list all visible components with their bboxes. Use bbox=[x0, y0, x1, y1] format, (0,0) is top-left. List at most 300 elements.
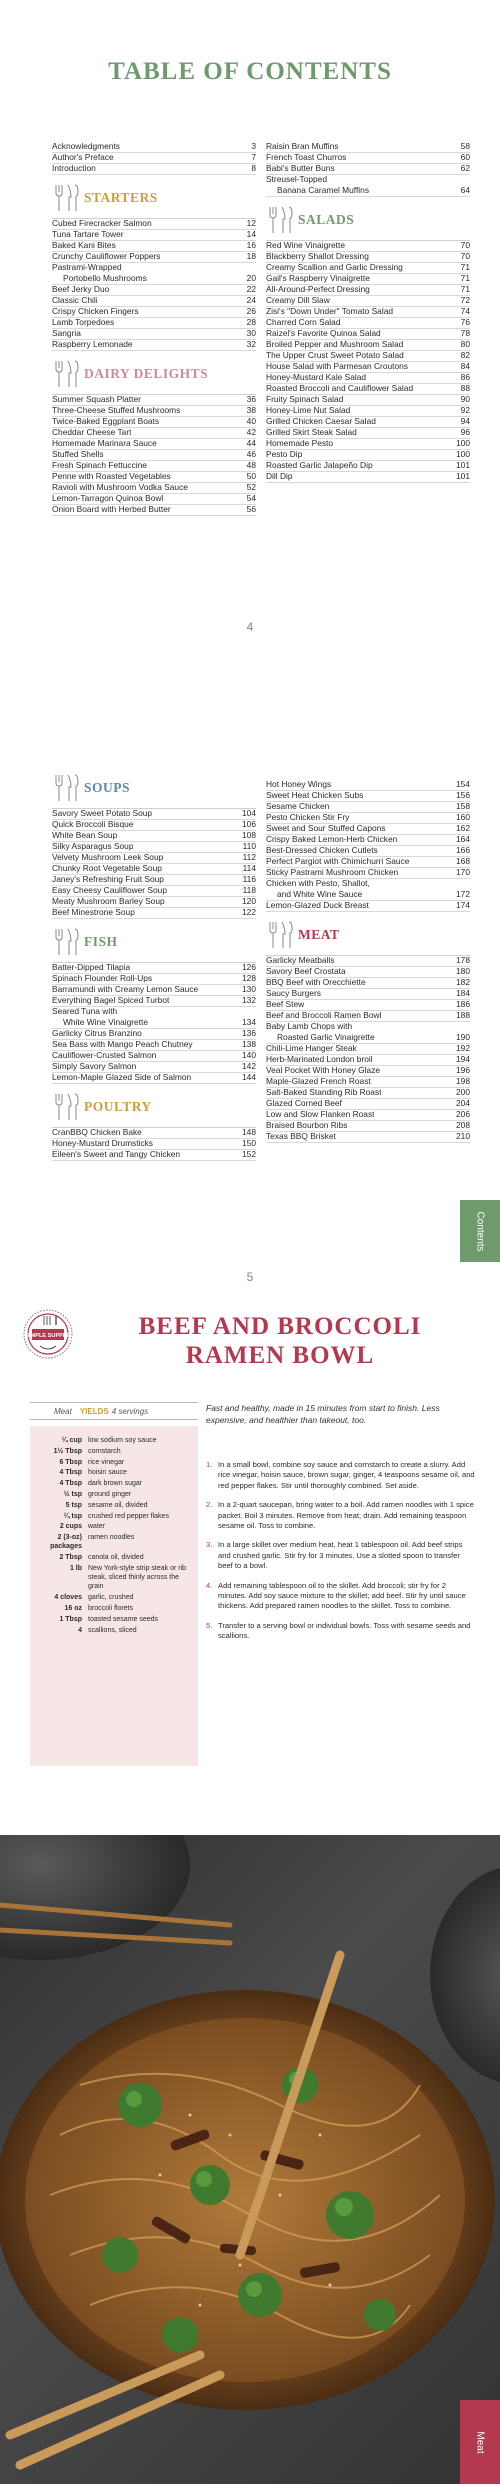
toc-entry-title: Zisi's "Down Under" Tomato Salad bbox=[266, 306, 394, 316]
toc-entry-title: Fruity Spinach Salad bbox=[266, 394, 344, 404]
toc-entry-page: 36 bbox=[246, 394, 256, 404]
toc-entry-title: Hot Honey Wings bbox=[266, 779, 332, 789]
cutlery-icon bbox=[52, 183, 80, 213]
toc-entry-page: 16 bbox=[246, 240, 256, 250]
toc-entry-title: Garlicky Citrus Branzino bbox=[52, 1028, 142, 1038]
ingredient-quantity: 4 Tbsp bbox=[59, 1469, 82, 1477]
ingredient-row bbox=[36, 1447, 192, 1456]
toc-entry-page: 74 bbox=[460, 306, 470, 316]
toc-entry-title: Penne with Roasted Vegetables bbox=[52, 471, 171, 481]
recipe-steps bbox=[206, 1460, 476, 1651]
toc-entry-page: 110 bbox=[242, 841, 256, 851]
ingredient-description: rice vinegar bbox=[88, 1458, 125, 1466]
toc-entry-page: 134 bbox=[242, 1017, 256, 1027]
toc-entry-page: 46 bbox=[246, 449, 256, 459]
toc-entry-page: 3 bbox=[251, 141, 256, 151]
ingredient-row bbox=[36, 1512, 192, 1521]
toc-entry[interactable] bbox=[52, 1073, 256, 1084]
toc-entry-page: 28 bbox=[246, 317, 256, 327]
toc-entry-title: Red Wine Vinaigrette bbox=[266, 240, 345, 250]
toc-entry-page: 158 bbox=[456, 801, 470, 811]
toc-entry[interactable] bbox=[52, 340, 256, 351]
toc-list bbox=[52, 963, 256, 1084]
ingredient-description: sesame oil, divided bbox=[88, 1501, 148, 1509]
toc-entry-page: 56 bbox=[246, 504, 256, 514]
ingredient-description: garlic, crushed bbox=[88, 1594, 134, 1602]
toc-entry-title: Crispy Chicken Fingers bbox=[52, 306, 139, 316]
recipe-title bbox=[80, 1312, 480, 1370]
toc-entry-title: French Toast Churros bbox=[266, 152, 347, 162]
ingredient-row bbox=[36, 1615, 192, 1624]
toc-entry-title: Grilled Chicken Caesar Salad bbox=[266, 416, 376, 426]
recipe-title-line-2: RAMEN BOWL bbox=[185, 1342, 375, 1369]
section-meat bbox=[266, 914, 470, 956]
toc-entry-title: Best-Dressed Chicken Cutlets bbox=[266, 845, 378, 855]
toc-entry-page: 196 bbox=[456, 1065, 470, 1075]
toc-entry-page: 122 bbox=[242, 907, 256, 917]
toc-entry-page: 172 bbox=[456, 889, 470, 899]
toc-entry-page: 142 bbox=[242, 1061, 256, 1071]
ingredient-description: ground ginger bbox=[88, 1490, 132, 1498]
toc-entry-title: Sea Bass with Mango Peach Chutney bbox=[52, 1039, 193, 1049]
toc-entry-page: 198 bbox=[456, 1076, 470, 1086]
cutlery-icon bbox=[266, 920, 294, 950]
recipe-step bbox=[206, 1621, 476, 1642]
toc-list bbox=[266, 780, 470, 912]
toc-entry-title: Chicken with Pesto, Shallot, and White Wine Sauce bbox=[266, 878, 370, 899]
toc-entry-title: Chunky Root Vegetable Soup bbox=[52, 863, 162, 873]
toc-entry-page: 174 bbox=[456, 900, 470, 910]
recipe-title-line-1: BEEF AND BROCCOLI bbox=[138, 1313, 422, 1340]
toc-entry-page: 130 bbox=[242, 984, 256, 994]
toc-entry-page: 71 bbox=[460, 273, 470, 283]
toc-entry-page: 178 bbox=[456, 955, 470, 965]
toc-entry-title: Summer Squash Platter bbox=[52, 394, 141, 404]
section-label: POULTRY bbox=[84, 1098, 152, 1114]
ingredient-row bbox=[36, 1522, 192, 1531]
toc-entry-page: 82 bbox=[460, 350, 470, 360]
toc-entry-page: 104 bbox=[242, 808, 256, 818]
step-number: 5. bbox=[206, 1620, 213, 1630]
toc-entry-title: Sticky Pastrami Mushroom Chicken bbox=[266, 867, 399, 877]
toc-entry-page: 7 bbox=[251, 152, 256, 162]
recipe-step bbox=[206, 1581, 476, 1612]
toc-page-2 bbox=[0, 730, 500, 1290]
logo-text: SIMPLE SUPPER bbox=[25, 1333, 71, 1339]
toc-entry-page: 182 bbox=[456, 977, 470, 987]
right-bowl bbox=[430, 1865, 500, 2085]
toc2-right-column bbox=[266, 780, 470, 1143]
toc-entry[interactable] bbox=[266, 1132, 470, 1143]
toc-entry-page: 166 bbox=[456, 845, 470, 855]
toc-entry-page: 96 bbox=[460, 427, 470, 437]
ingredient-quantity: 4 bbox=[78, 1626, 82, 1634]
section-label: SOUPS bbox=[84, 779, 131, 795]
toc-entry-page: 108 bbox=[242, 830, 256, 840]
ingredient-quantity: 6 Tbsp bbox=[59, 1458, 82, 1466]
toc-list bbox=[52, 142, 256, 175]
toc-entry-title: Roasted Broccoli and Cauliflower Salad bbox=[266, 383, 414, 393]
toc-entry-page: 14 bbox=[246, 229, 256, 239]
ingredient-row bbox=[36, 1593, 192, 1602]
toc-entry[interactable] bbox=[266, 901, 470, 912]
toc-entry-page: 194 bbox=[456, 1054, 470, 1064]
ingredient-row bbox=[36, 1479, 192, 1488]
section-salads bbox=[266, 199, 470, 241]
toc-entry-title: Beef Stew bbox=[266, 999, 305, 1009]
toc-entry-page: 40 bbox=[246, 416, 256, 426]
toc-entry-title: Introduction bbox=[52, 163, 96, 173]
toc-entry-page: 101 bbox=[456, 471, 470, 481]
toc-entry-page: 112 bbox=[242, 852, 256, 862]
toc-entry-page: 62 bbox=[460, 163, 470, 173]
toc-entry[interactable] bbox=[52, 318, 256, 329]
recipe-category: Meat bbox=[54, 1406, 72, 1416]
recipe-step bbox=[206, 1540, 476, 1571]
toc-entry-page: 210 bbox=[456, 1131, 470, 1141]
toc-entry[interactable] bbox=[266, 1022, 470, 1044]
toc-entry-page: 90 bbox=[460, 394, 470, 404]
toc-entry-title: Braised Bourbon Ribs bbox=[266, 1120, 348, 1130]
cutlery-icon bbox=[52, 359, 80, 389]
toc-entry-title: Honey-Mustard Drumsticks bbox=[52, 1138, 153, 1148]
toc-entry-page: 200 bbox=[456, 1087, 470, 1097]
toc-entry-title: Dill Dip bbox=[266, 471, 293, 481]
toc-entry-title: Beef Minestrone Soup bbox=[52, 907, 135, 917]
toc-entry-title: Salt-Baked Standing Rib Roast bbox=[266, 1087, 382, 1097]
toc-list bbox=[266, 241, 470, 483]
toc-entry-title: Low and Slow Flanken Roast bbox=[266, 1109, 375, 1119]
ingredient-description: canola oil, divided bbox=[88, 1554, 144, 1562]
toc-entry[interactable] bbox=[266, 461, 470, 472]
toc-entry[interactable] bbox=[52, 1007, 256, 1029]
toc-list bbox=[52, 1128, 256, 1161]
ingredient-quantity: ½ tsp bbox=[63, 1490, 82, 1498]
toc-entry-title: Lemon-Glazed Duck Breast bbox=[266, 900, 369, 910]
step-text: In a 2-quart saucepan, bring water to a boil. Add ramen noodles with 1 spice packet. Boil 3 minutes. Remove from heat; drain. Add remaining teaspoon sesame oil. Toss to combine. bbox=[218, 1500, 474, 1531]
toc-entry-title: Herb-Marinated London broil bbox=[266, 1054, 373, 1064]
ingredient-quantity: 1 Tbsp bbox=[59, 1615, 82, 1623]
toc2-left-column bbox=[52, 765, 256, 1161]
toc-list bbox=[52, 395, 256, 516]
toc-entry-page: 78 bbox=[460, 328, 470, 338]
toc-entry-page: 80 bbox=[460, 339, 470, 349]
recipe-page bbox=[0, 1290, 500, 1835]
section-dairy-delights bbox=[52, 353, 256, 395]
toc-entry-title: Roasted Garlic Jalapeño Dip bbox=[266, 460, 373, 470]
toc-entry-title: Batter-Dipped Tilapia bbox=[52, 962, 131, 972]
step-text: In a small bowl, combine soy sauce and cornstarch to create a slurry. Add rice vinegar, hoisin sauce, brown sugar, ginger, 4 teaspoons sesame oil, and red pepper flakes. Stir until thoroughly combined. Set aside. bbox=[218, 1460, 475, 1490]
toc-entry-title: Pastrami-Wrapped Portobello Mushrooms bbox=[52, 262, 147, 283]
toc-entry-title: Three-Cheese Stuffed Mushrooms bbox=[52, 405, 181, 415]
toc-entry-title: Garlicky Meatballs bbox=[266, 955, 335, 965]
page-gap bbox=[0, 640, 500, 730]
toc-entry-title: Homemade Marinara Sauce bbox=[52, 438, 157, 448]
toc-entry-page: 120 bbox=[242, 896, 256, 906]
ingredient-row bbox=[36, 1626, 192, 1635]
toc-entry-page: 12 bbox=[246, 218, 256, 228]
toc-entry-page: 101 bbox=[456, 460, 470, 470]
section-fish bbox=[52, 921, 256, 963]
toc-entry-title: Meaty Mushroom Barley Soup bbox=[52, 896, 165, 906]
toc-entry-page: 184 bbox=[456, 988, 470, 998]
toc-entry[interactable] bbox=[52, 908, 256, 919]
toc-entry-page: 44 bbox=[246, 438, 256, 448]
toc-entry-page: 48 bbox=[246, 460, 256, 470]
toc-entry-page: 100 bbox=[456, 449, 470, 459]
toc-entry-page: 118 bbox=[242, 885, 256, 895]
toc-entry-title: Janey's Refreshing Fruit Soup bbox=[52, 874, 164, 884]
contents-tab-label: Contents bbox=[474, 1210, 486, 1252]
section-soups bbox=[52, 767, 256, 809]
toc-entry-title: Silky Asparagus Soup bbox=[52, 841, 134, 851]
toc-entry-page: 204 bbox=[456, 1098, 470, 1108]
toc-entry-page: 64 bbox=[460, 185, 470, 195]
toc-entry-page: 86 bbox=[460, 372, 470, 382]
toc-entry-title: Spinach Flounder Roll-Ups bbox=[52, 973, 153, 983]
toc-entry-title: Raspberry Lemonade bbox=[52, 339, 133, 349]
toc-entry-title: Cubed Firecracker Salmon bbox=[52, 218, 152, 228]
toc-entry-title: Saucy Burgers bbox=[266, 988, 321, 998]
ingredient-row bbox=[36, 1458, 192, 1467]
ingredient-row bbox=[36, 1553, 192, 1562]
toc-list bbox=[266, 956, 470, 1143]
toc-entry-page: 70 bbox=[460, 251, 470, 261]
toc-entry-title: Velvety Mushroom Leek Soup bbox=[52, 852, 164, 862]
ingredient-row bbox=[36, 1533, 192, 1551]
toc1-left-column bbox=[52, 142, 256, 516]
recipe-photo bbox=[0, 1835, 500, 2484]
toc-entry-title: Beef and Broccoli Ramen Bowl bbox=[266, 1010, 382, 1020]
toc-entry-page: 156 bbox=[456, 790, 470, 800]
ingredient-quantity: 2 cups bbox=[59, 1523, 82, 1531]
toc-entry-title: Raisin Bran Muffins bbox=[266, 141, 339, 151]
toc-entry-page: 52 bbox=[246, 482, 256, 492]
section-poultry bbox=[52, 1086, 256, 1128]
toc-entry-title: Cauliflower-Crusted Salmon bbox=[52, 1050, 157, 1060]
toc-entry-page: 190 bbox=[456, 1032, 470, 1042]
toc-entry-title: Tuna Tartare Tower bbox=[52, 229, 124, 239]
toc-entry-title: Honey-Lime Nut Salad bbox=[266, 405, 351, 415]
toc-entry[interactable] bbox=[52, 263, 256, 285]
toc-entry-page: 152 bbox=[242, 1149, 256, 1159]
ingredient-quantity: 5 tsp bbox=[65, 1501, 82, 1509]
toc-entry-title: The Upper Crust Sweet Potato Salad bbox=[266, 350, 404, 360]
toc-entry-title: Lemon-Maple Glazed Side of Salmon bbox=[52, 1072, 192, 1082]
toc-entry-title: Creamy Scallion and Garlic Dressing bbox=[266, 262, 403, 272]
toc-entry-title: Sesame Chicken bbox=[266, 801, 330, 811]
toc-entry-title: CranBBQ Chicken Bake bbox=[52, 1127, 142, 1137]
meat-tab-label: Meat bbox=[474, 2430, 486, 2454]
toc-entry-title: Sweet and Sour Stuffed Capons bbox=[266, 823, 386, 833]
toc-entry-page: 76 bbox=[460, 317, 470, 327]
toc1-right-column bbox=[266, 142, 470, 483]
recipe-meta-bar bbox=[30, 1402, 198, 1420]
toc-entry-title: Ravioli with Mushroom Vodka Sauce bbox=[52, 482, 188, 492]
toc-entry-title: Glazed Corned Beef bbox=[266, 1098, 342, 1108]
noodles bbox=[25, 2018, 465, 2382]
toc-entry-page: 208 bbox=[456, 1120, 470, 1130]
toc-list bbox=[52, 809, 256, 919]
toc-entry-title: Barramundi with Creamy Lemon Sauce bbox=[52, 984, 199, 994]
toc-entry-title: Sangria bbox=[52, 328, 81, 338]
section-label: DAIRY DELIGHTS bbox=[84, 365, 209, 381]
yields-label: YIELDS bbox=[79, 1406, 109, 1416]
toc-entry-title: Fresh Spinach Fettuccine bbox=[52, 460, 147, 470]
ingredient-quantity: 1½ Tbsp bbox=[53, 1447, 82, 1455]
ingredient-description: crushed red pepper flakes bbox=[88, 1512, 169, 1520]
toc-entry-title: Grilled Skirt Steak Salad bbox=[266, 427, 357, 437]
ingredient-description: water bbox=[88, 1523, 106, 1531]
section-label: MEAT bbox=[298, 926, 340, 942]
toc-entry-title: Savory Sweet Potato Soup bbox=[52, 808, 153, 818]
yields-value: 4 servings bbox=[111, 1406, 149, 1416]
ingredient-quantity: ¼ tsp bbox=[63, 1512, 82, 1520]
toc-entry-page: 58 bbox=[460, 141, 470, 151]
toc-entry-page: 24 bbox=[246, 295, 256, 305]
toc-entry-page: 60 bbox=[460, 152, 470, 162]
page-number: 5 bbox=[246, 1270, 254, 1284]
toc-entry-page: 8 bbox=[251, 163, 256, 173]
toc-entry-page: 116 bbox=[242, 874, 256, 884]
toc-entry-page: 180 bbox=[456, 966, 470, 976]
toc-entry-title: Creamy Dill Slaw bbox=[266, 295, 330, 305]
toc-entry-page: 54 bbox=[246, 493, 256, 503]
step-number: 1. bbox=[206, 1460, 213, 1469]
toc-entry-title: Crunchy Cauliflower Poppers bbox=[52, 251, 161, 261]
toc-entry-title: White Bean Soup bbox=[52, 830, 118, 840]
toc-entry-page: 150 bbox=[242, 1138, 256, 1148]
toc-list bbox=[266, 142, 470, 197]
toc-title: TABLE OF CONTENTS bbox=[108, 58, 392, 85]
step-text: In a large skillet over medium heat, heat 1 tablespoon oil. Add beef strips and crushed garlic. Stir fry for 3 minutes. Use a slotted spoon to transfer beef to a bowl. bbox=[218, 1540, 463, 1571]
toc-entry-page: 22 bbox=[246, 284, 256, 294]
step-text: Add remaining tablespoon oil to the skillet. Add broccoli; stir fry for 2 minutes. Add soy sauce mixture to the skillet; add beef. Stir fry until sauce thickens. Add prepared ramen noodles to the skillet. Toss to combine. bbox=[218, 1580, 466, 1611]
toc-entry-page: 42 bbox=[246, 427, 256, 437]
toc-entry-title: Baked Kani Bites bbox=[52, 240, 116, 250]
ingredient-quantity: ¼ cup bbox=[61, 1437, 82, 1444]
contents-tab[interactable] bbox=[460, 1200, 500, 1262]
toc-entry-page: 71 bbox=[460, 284, 470, 294]
toc-entry-page: 114 bbox=[242, 863, 256, 873]
toc-entry-title: Veal Pocket With Honey Glaze bbox=[266, 1065, 381, 1075]
toc-entry-title: Everything Bagel Spiced Turbot bbox=[52, 995, 170, 1005]
toc-entry-title: Simply Savory Salmon bbox=[52, 1061, 137, 1071]
cutlery-icon bbox=[52, 773, 80, 803]
toc-entry[interactable] bbox=[266, 175, 470, 197]
toc-entry-page: 72 bbox=[460, 295, 470, 305]
ingredient-description: cornstarch bbox=[88, 1447, 121, 1455]
step-text: Transfer to a serving bowl or individual bowls. Toss with sesame seeds and scallions. bbox=[218, 1620, 471, 1641]
toc-entry[interactable] bbox=[52, 505, 256, 516]
toc-entry-title: Texas BBQ Brisket bbox=[266, 1131, 336, 1141]
toc-entry-title: Beef Jerky Duo bbox=[52, 284, 110, 294]
toc-entry-title: Raizel's Favorite Quinoa Salad bbox=[266, 328, 381, 338]
toc-entry-page: 148 bbox=[242, 1127, 256, 1137]
ingredient-row bbox=[36, 1490, 192, 1499]
toc-entry-page: 128 bbox=[242, 973, 256, 983]
toc-entry-page: 206 bbox=[456, 1109, 470, 1119]
toc-entry-title: Chili-Lime Hanger Steak bbox=[266, 1043, 357, 1053]
toc-entry-page: 132 bbox=[242, 995, 256, 1005]
ingredient-description: scallions, sliced bbox=[88, 1626, 137, 1634]
ingredient-row bbox=[36, 1436, 192, 1445]
toc-entry-title: Acknowledgments bbox=[52, 141, 120, 151]
toc-entry-title: Crispy Baked Lemon-Herb Chicken bbox=[266, 834, 398, 844]
toc-entry-page: 70 bbox=[460, 240, 470, 250]
toc-entry-title: Charred Corn Salad bbox=[266, 317, 341, 327]
toc-entry-title: Quick Broccoli Bisque bbox=[52, 819, 134, 829]
toc-entry-title: Classic Chili bbox=[52, 295, 98, 305]
toc-entry-page: 88 bbox=[460, 383, 470, 393]
section-label: STARTERS bbox=[84, 189, 158, 205]
ingredient-description: low sodium soy sauce bbox=[88, 1437, 157, 1444]
toc-entry-page: 100 bbox=[456, 438, 470, 448]
page-number: 4 bbox=[246, 620, 254, 634]
step-number: 2. bbox=[206, 1500, 213, 1510]
ingredient-row bbox=[36, 1468, 192, 1477]
ingredient-description: ramen noodles bbox=[88, 1534, 135, 1542]
toc-entry-title: Twice-Baked Eggplant Boats bbox=[52, 416, 160, 426]
toc-entry-title: Baby Lamb Chops with Roasted Garlic Vinaigrette bbox=[266, 1021, 375, 1042]
toc-page-1 bbox=[0, 0, 500, 640]
toc-entry-title: All-Around-Perfect Dressing bbox=[266, 284, 370, 294]
ingredient-quantity: 16 oz bbox=[64, 1604, 82, 1612]
toc-entry-page: 20 bbox=[246, 273, 256, 283]
section-label: FISH bbox=[84, 933, 118, 949]
ingredient-quantity: 1 lb bbox=[69, 1564, 82, 1572]
ingredient-row bbox=[36, 1564, 192, 1592]
toc-entry-page: 186 bbox=[456, 999, 470, 1009]
ingredient-description: broccoli florets bbox=[88, 1604, 134, 1612]
toc-entry-page: 164 bbox=[456, 834, 470, 844]
meat-tab[interactable] bbox=[460, 2400, 500, 2484]
toc-entry-page: 162 bbox=[456, 823, 470, 833]
toc-entry-title: Maple-Glazed French Roast bbox=[266, 1076, 371, 1086]
toc-entry-page: 154 bbox=[456, 779, 470, 789]
section-label: SALADS bbox=[298, 211, 355, 227]
toc-entry-title: Gail's Raspberry Vinaigrette bbox=[266, 273, 370, 283]
toc-entry-title: Onion Board with Herbed Butter bbox=[52, 504, 171, 514]
recipe-step bbox=[206, 1460, 476, 1491]
toc-entry-title: Perfect Pargiot with Chimichurri Sauce bbox=[266, 856, 410, 866]
ingredient-description: hoisin sauce bbox=[88, 1469, 127, 1477]
section-starters bbox=[52, 177, 256, 219]
ingredient-quantity: 4 Tbsp bbox=[59, 1480, 82, 1488]
toc-entry-title: Savory Beef Crostata bbox=[266, 966, 346, 976]
ingredient-quantity: 4 cloves bbox=[54, 1594, 82, 1602]
toc-entry-title: Streusel-Topped Banana Caramel Muffins bbox=[266, 174, 370, 195]
toc-entry-title: Honey-Mustard Kale Salad bbox=[266, 372, 367, 382]
toc-entry-page: 84 bbox=[460, 361, 470, 371]
toc-entry[interactable] bbox=[266, 472, 470, 483]
toc-entry-title: Sweet Heat Chicken Subs bbox=[266, 790, 364, 800]
toc-entry-page: 32 bbox=[246, 339, 256, 349]
toc-entry[interactable] bbox=[52, 164, 256, 175]
toc-entry[interactable] bbox=[52, 1150, 256, 1161]
toc-entry-title: Homemade Pesto bbox=[266, 438, 334, 448]
toc-entry-page: 192 bbox=[456, 1043, 470, 1053]
toc-entry-page: 26 bbox=[246, 306, 256, 316]
toc-entry-title: Babi's Butter Buns bbox=[266, 163, 335, 173]
toc-entry-title: Seared Tuna with White Wine Vinaigrette bbox=[52, 1006, 149, 1027]
ingredient-description: dark brown sugar bbox=[88, 1480, 143, 1488]
toc-entry-title: Eileen's Sweet and Tangy Chicken bbox=[52, 1149, 181, 1159]
toc-entry-page: 126 bbox=[242, 962, 256, 972]
toc-entry-page: 38 bbox=[246, 405, 256, 415]
toc-entry[interactable] bbox=[266, 879, 470, 901]
toc-entry-title: Broiled Pepper and Mushroom Salad bbox=[266, 339, 404, 349]
